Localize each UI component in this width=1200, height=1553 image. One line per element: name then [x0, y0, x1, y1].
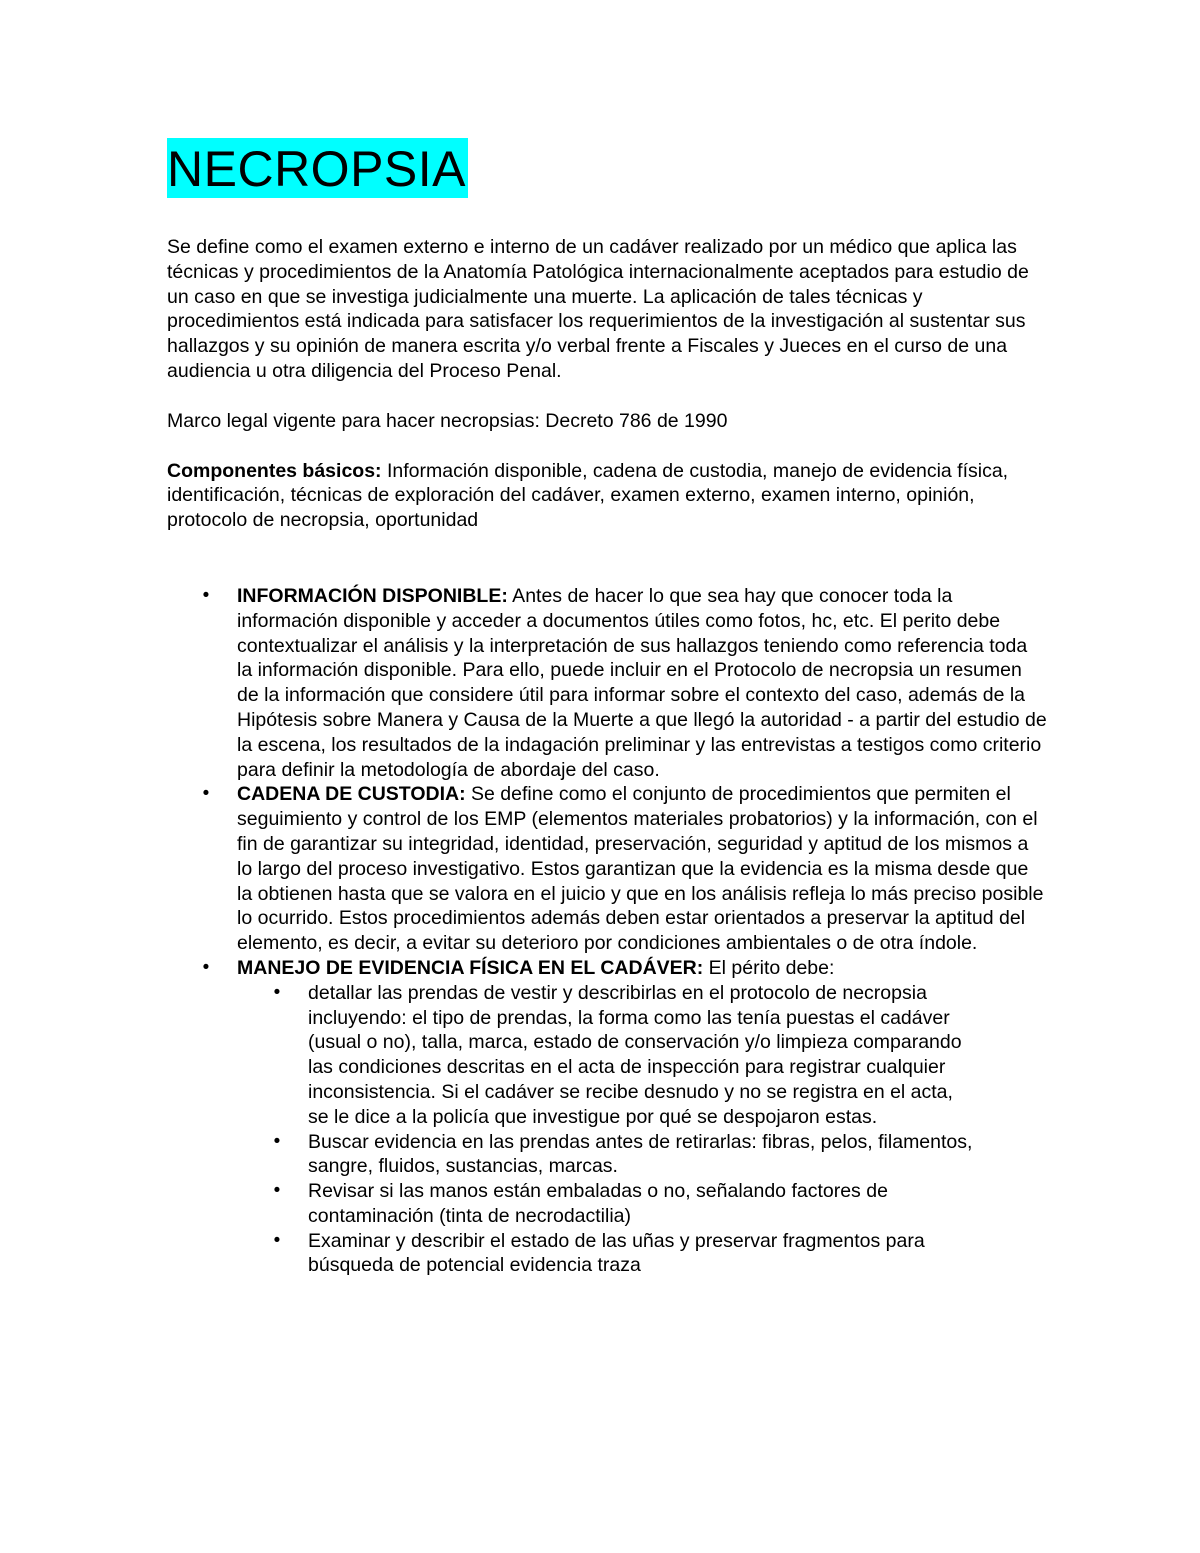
- components-label: Componentes básicos:: [167, 459, 382, 482]
- sub-item-text: Examinar y describir el estado de las uñas y preservar fragmentos para búsqueda de potencial evidencia traza: [308, 1229, 925, 1277]
- document-page: [167, 138, 1047, 1278]
- bullet-icon: •: [273, 1180, 281, 1202]
- document-title: NECROPSIA: [167, 138, 468, 198]
- sub-list-item: [273, 1229, 977, 1279]
- list-item-manejo-evidencia: [202, 956, 1047, 1278]
- bullet-icon: •: [273, 981, 281, 1003]
- sub-list-item: [273, 981, 977, 1130]
- list-item-cadena-custodia: [202, 782, 1047, 956]
- sub-bullet-list: [237, 981, 977, 1279]
- item-text: El périto debe:: [703, 956, 835, 979]
- bullet-icon: •: [273, 1130, 281, 1152]
- bullet-icon: •: [202, 783, 210, 805]
- main-bullet-list: [167, 584, 1047, 1278]
- intro-paragraph: Se define como el examen externo e interno de un cadáver realizado por un médico que aplica las técnicas y procedimientos de la Anatomía Patológica internacionalmente aceptados para estudio de un caso en que se investiga judicialmente una muerte. La aplicación de tales técnicas y procedimientos está indicada para satisfacer los requerimientos de la investigación al sustentar sus hallazgos y su opinión de manera escrita y/o verbal frente a Fiscales y Jueces en el curso de una audiencia u otra diligencia del Proceso Penal.: [167, 236, 1029, 382]
- item-text: Se define como el conjunto de procedimientos que permiten el seguimiento y control de los EMP (elementos materiales probatorios) y la información, con el fin de garantizar su integridad, identidad, preservación, seguridad y aptitud de los mismos a lo largo del proceso investigativo. Estos garantizan que la evidencia es la misma desde que la obtienen hasta que se valora en el juicio y que en los análisis refleja lo más preciso posible lo ocurrido. Estos procedimientos además deben estar orientados a preservar la aptitud del elemento, es decir, a evitar su deterioro por condiciones ambientales o de otra índole.: [237, 783, 1044, 955]
- sub-list-item: [273, 1179, 977, 1229]
- sub-item-text: Buscar evidencia en las prendas antes de retirarlas: fibras, pelos, filamentos, sangre, fluidos, sustancias, marcas.: [308, 1130, 973, 1178]
- legal-framework-paragraph: Marco legal vigente para hacer necropsias: Decreto 786 de 1990: [167, 409, 728, 432]
- item-heading: CADENA DE CUSTODIA:: [237, 783, 466, 806]
- sub-item-text: detallar las prendas de vestir y describirlas en el protocolo de necropsia incluyendo: el tipo de prendas, la forma como las tenía puestas el cadáver (usual o no), talla, marca, estado de conservación y/o limpieza comparando las condiciones descritas en el acta de inspección para registrar cualquier inconsistencia. Si el cadáver se recibe desnudo y no se registra en el acta, se le dice a la policía que investigue por qué se despojaron estas.: [308, 981, 962, 1128]
- bullet-icon: •: [273, 1229, 281, 1251]
- components-text: Información disponible, cadena de custodia, manejo de evidencia física, identificación, técnicas de exploración del cadáver, examen externo, examen interno, opinión, protocolo de necropsia, oportunidad: [167, 459, 1009, 532]
- item-heading: INFORMACIÓN DISPONIBLE:: [237, 584, 508, 607]
- components-paragraph: [167, 459, 1047, 533]
- bullet-icon: •: [202, 956, 210, 978]
- sub-item-text: Revisar si las manos están embaladas o no, señalando factores de contaminación (tinta de necrodactilia): [308, 1180, 888, 1227]
- bullet-icon: •: [202, 584, 210, 606]
- item-text: Antes de hacer lo que sea hay que conocer toda la información disponible y acceder a documentos útiles como fotos, hc, etc. El perito debe contextualizar el análisis y la interpretación de sus hallazgos teniendo como referencia toda la información disponible. Para ello, puede incluir en el Protocolo de necropsia un resumen de la información que considere útil para informar sobre el contexto del caso, además de la Hipótesis sobre Manera y Causa de la Muerte a que llegó la autoridad - a partir del estudio de la escena, los resultados de la indagación preliminar y las entrevistas a testigos como criterio para definir la metodología de abordaje del caso.: [237, 584, 1047, 781]
- sub-list-item: [273, 1130, 977, 1180]
- title-block: [167, 138, 1047, 198]
- list-item-informacion: [202, 584, 1047, 782]
- item-heading: MANEJO DE EVIDENCIA FÍSICA EN EL CADÁVER:: [237, 956, 704, 979]
